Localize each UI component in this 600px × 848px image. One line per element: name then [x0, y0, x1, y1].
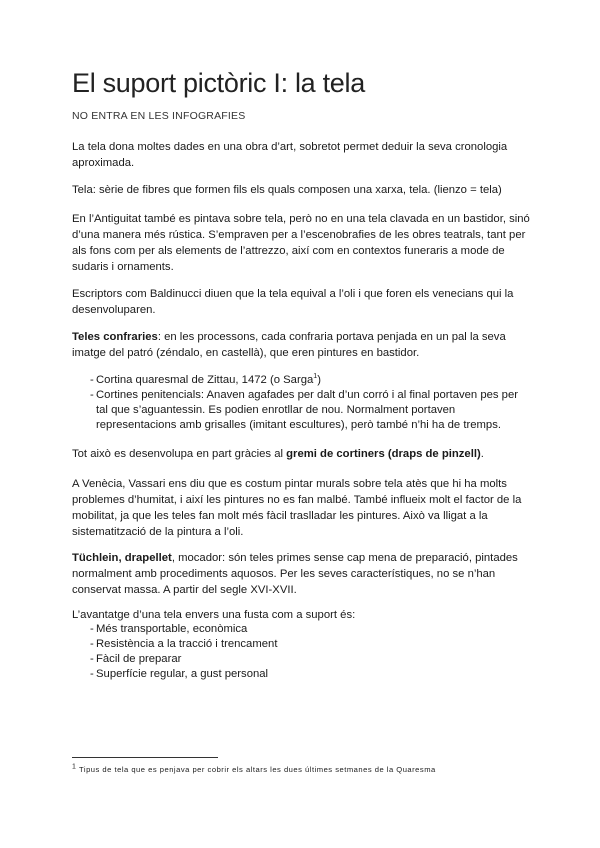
paragraph-definition: Tela: sèrie de fibres que formen fils els quals composen una xarxa, tela. (lienzo = tela) [72, 184, 502, 196]
term-teles-confraries: Teles confraries [72, 331, 158, 343]
subtitle: NO ENTRA EN LES INFOGRAFIES [72, 110, 246, 122]
list-item: - Resistència a la tracció i trencament [72, 637, 532, 652]
paragraph-gremi: Tot això es desenvolupa en part gràcies al gremi de cortiners (draps de pinzell). [72, 448, 484, 460]
paragraph-venecia: A Venècia, Vassari ens diu que es costum pintar murals sobre tela atès que hi ha molts problemes d’humitat, i així les pintures no es fan malbé. També influeix molt el factor de la mobilitat, ja que les teles fan molt més fàcil traslladar les pintures. Això va lligat a la sistematització de la pintura a l’oli. [72, 478, 522, 538]
list-item: - Superfície regular, a gust personal [72, 667, 532, 682]
footnote-number: 1 [72, 763, 77, 771]
paragraph-antiquity: En l’Antiguitat també es pintava sobre tela, però no en una tela clavada en un bastidor, sinó d’una manera més rústica. S’empraven per a l’escenobrafies de les obres teatrals, tant per als fons com per als elements de l’attrezzo, així com en contextos funeraris a mode de sudaris i ornaments. [72, 213, 530, 273]
term-gremi: gremi de cortiners (draps de pinzell) [286, 448, 481, 460]
paragraph-baldinucci: Escriptors com Baldinucci diuen que la tela equival a l’oli i que foren els venecians qui la desenvoluparen. [72, 288, 514, 316]
list-item [72, 388, 532, 433]
paragraph-teles-confraries [72, 329, 532, 361]
list-item-text: - Cortina quaresmal de Zittau, 1472 (o Sarga$^1$) [96, 373, 321, 386]
list-confraries [72, 373, 532, 433]
paragraph-text: : en les processons, cada confraria portava penjada en un pal la seva imatge del patró (zéndalo, en castellà), que eren pintures en bastidor. [72, 331, 506, 359]
footnote-text: Tipus de tela que es penjava per cobrir els altars les dues últimes setmanes de la Quaresma [79, 765, 436, 774]
list-item: - Més transportable, econòmica [72, 622, 532, 637]
list-avantatges [72, 622, 532, 682]
list-item [72, 373, 532, 388]
paragraph-avantatge: L’avantatge d’una tela envers una fusta com a suport és: [72, 609, 356, 621]
page-title: El suport pictòric I: la tela [72, 68, 365, 98]
paragraph-tuchlein: Tüchlein, drapellet, mocador: són teles primes sense cap mena de preparació, pintades normalment amb procediments aquosos. Per les seves característiques, no se n’han conservat massa. A partir del segle XVI-XVII. [72, 552, 518, 596]
term-tuchlein: Tüchlein, drapellet [72, 552, 172, 564]
footnote [72, 765, 436, 774]
footnote-ref[interactable]: 1 [313, 373, 318, 381]
footnote-divider [72, 757, 218, 758]
list-item-text: - Cortines penitencials: Anaven agafades per dalt d’un corró i al final portaven pes per tal que s’aguantessin. Es podien enrotllar de nou. Normalment portaven representacions amb grisalles (imitant escultures), però també n’hi ha de tremps. [96, 389, 519, 431]
paragraph-intro: La tela dona moltes dades en una obra d’art, sobretot permet deduir la seva cronologia aproximada. [72, 141, 508, 169]
list-item: - Fàcil de preparar [72, 652, 532, 667]
